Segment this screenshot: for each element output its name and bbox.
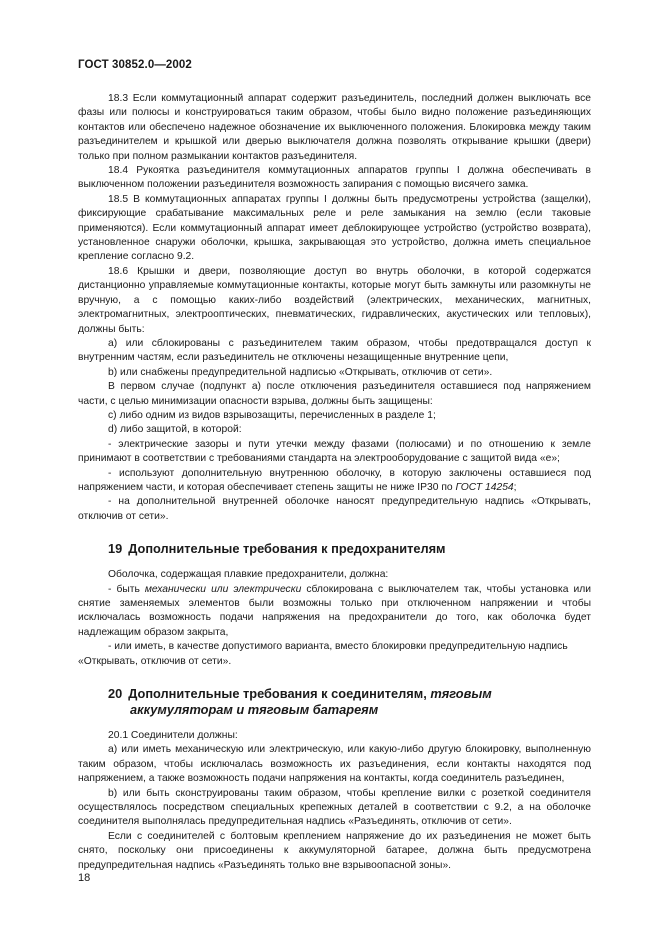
section-20-title: Дополнительные требования к соединителям, — [128, 686, 431, 702]
section-19-number: 19 — [108, 541, 123, 557]
clause-20-1-item-a: а) или иметь механическую или электрическую, или какую-либо другую блокировку, выполненную таким образом, чтобы исключалась возможность их разъединения, если контакты находятся под напряжением, а также возможность подачи напряжения на контакты, когда соединитель разъединен, — [78, 744, 591, 785]
section-20-number: 20 — [108, 686, 123, 702]
standard-reference: ГОСТ 14254 — [455, 481, 514, 493]
dash-2-text: - используют дополнительную внутреннюю оболочку, в которую заключены оставшиеся под напряжением части, и которая обеспечивает степень защиты не ниже IP30 по — [78, 467, 591, 493]
item-1-emphasis: механически или электрически — [144, 583, 302, 595]
section-19-item-1 — [78, 583, 591, 641]
clause-18-6-first-case: В первом случае (подпункт а) после отключения разъединителя оставшиеся под напряжением части, с целью минимизации опасности взрыва, должны быть защищены: — [78, 381, 591, 407]
clause-18-6-d-dash-2 — [78, 467, 591, 496]
clause-18-6-d-dash-1: - электрические зазоры и пути утечки между фазами (полюсами) и по отношению к земле принимают в соответствии с требованиями стандарта на электрооборудование с защитой вида «е»; — [78, 438, 591, 465]
page-content — [78, 92, 591, 873]
dash-2-end: ; — [513, 481, 517, 493]
clause-20-bolted: Если с соединителей с болтовым креплением напряжение до их разъединения не может быть снято, поскольку они присоединены к аккумуляторной батарее, должна быть предусмотрена предупредительная надпись «Разъединять только вне взрывоопасной зоны». — [78, 830, 591, 871]
clause-20-1: 20.1 Соединители должны: — [108, 730, 238, 742]
section-19-title: Дополнительные требования к предохранителям — [128, 541, 446, 557]
section-20-title-emphasis-2: аккумуляторам и тяговым батареям — [130, 702, 379, 718]
item-1-start: - быть — [108, 583, 145, 595]
clause-18-6-d-dash-3: - на дополнительной внутренней оболочке наносят предупредительную надпись «Открывать, отключив от сети». — [78, 496, 591, 522]
clause-18-6: 18.6 Крышки и двери, позволяющие доступ во внутрь оболочки, в которой содержатся дистанционно управляемые коммутационные контакты, которые могут быть замкнуты или разомкнуты не вручную, а с помощью каких-либо воздействий (электрических, механических, магнитных, электромагнитных, электрооптических, пневматических, гидравлических, акустических или тепловых), должны быть: — [78, 265, 591, 335]
section-20-title-emphasis-1: тяговым — [430, 686, 492, 702]
section-19-intro: Оболочка, содержащая плавкие предохранители, должна: — [108, 569, 389, 581]
clause-18-6-item-b: b) или снабжены предупредительной надписью «Открывать, отключив от сети». — [108, 366, 493, 378]
clause-18-6-item-c: с) либо одним из видов взрывозащиты, перечисленных в разделе 1; — [108, 409, 436, 421]
page-number: 18 — [78, 872, 91, 884]
clause-20-1-item-b: b) или быть сконструированы таким образом, чтобы крепление вилки с розеткой соединителя осуществлялось посредством специальных крепежных деталей в соответствии с 9.2, а на оболочке соединителя выполнялась предупредительная надпись «Разъединять, отключив от сети». — [78, 787, 591, 828]
document-code-header: ГОСТ 30852.0—2002 — [78, 59, 192, 71]
clause-18-4: 18.4 Рукоятка разъединителя коммутационных аппаратов группы I должна обеспечивать в выключенном положении разъединителя возможность запирания с помощью висячего замка. — [78, 165, 591, 191]
section-19-item-2-continuation: «Открывать, отключив от сети». — [78, 655, 232, 667]
clause-18-6-item-a: а) или сблокированы с разъединителем таким образом, чтобы предотвращался доступ к внутренним частям, если разъединитель не отключены незащищенные внутренние цепи, — [78, 337, 591, 364]
clause-18-3: 18.3 Если коммутационный аппарат содержит разъединитель, последний должен выключать все фазы или полюсы и конструироваться таким образом, чтобы было видно положение разъединяющих контактов или обеспечено надежное обозначение их выключенного положения. Блокировка между таким разъединителем и крышкой или дверью выключателя должна позволять открывание крышки (двери) только при полном размыкании контактов разъединителя. — [78, 93, 591, 162]
section-19-item-2: - или иметь, в качестве допустимого варианта, вместо блокировки предупредительную надпись — [108, 641, 568, 653]
clause-18-5: 18.5 В коммутационных аппаратах группы I должны быть предусмотрены устройства (защелки), фиксирующие срабатывание максимальных реле и реле замыкания на землю (если таковые применяются). Если коммутационный аппарат имеет деблокирующее устройство (устройство возврата), установленное снаружи оболочки, крышка, закрывающая это устройство, должна иметь специальное крепление согласно 9.2. — [78, 193, 591, 263]
item-1-rest: сблокирована с выключателем так, чтобы установка или снятие заменяемых элементов были возможны только при отключенном напряжении и чтобы исключалась возможность подачи напряжения на предохранители до того, как оболочка будет надлежащим образом закрыта, — [78, 583, 591, 638]
clause-18-6-item-d: d) либо защитой, в которой: — [108, 424, 242, 436]
section-20-heading — [78, 686, 591, 718]
section-19-heading — [78, 541, 591, 557]
